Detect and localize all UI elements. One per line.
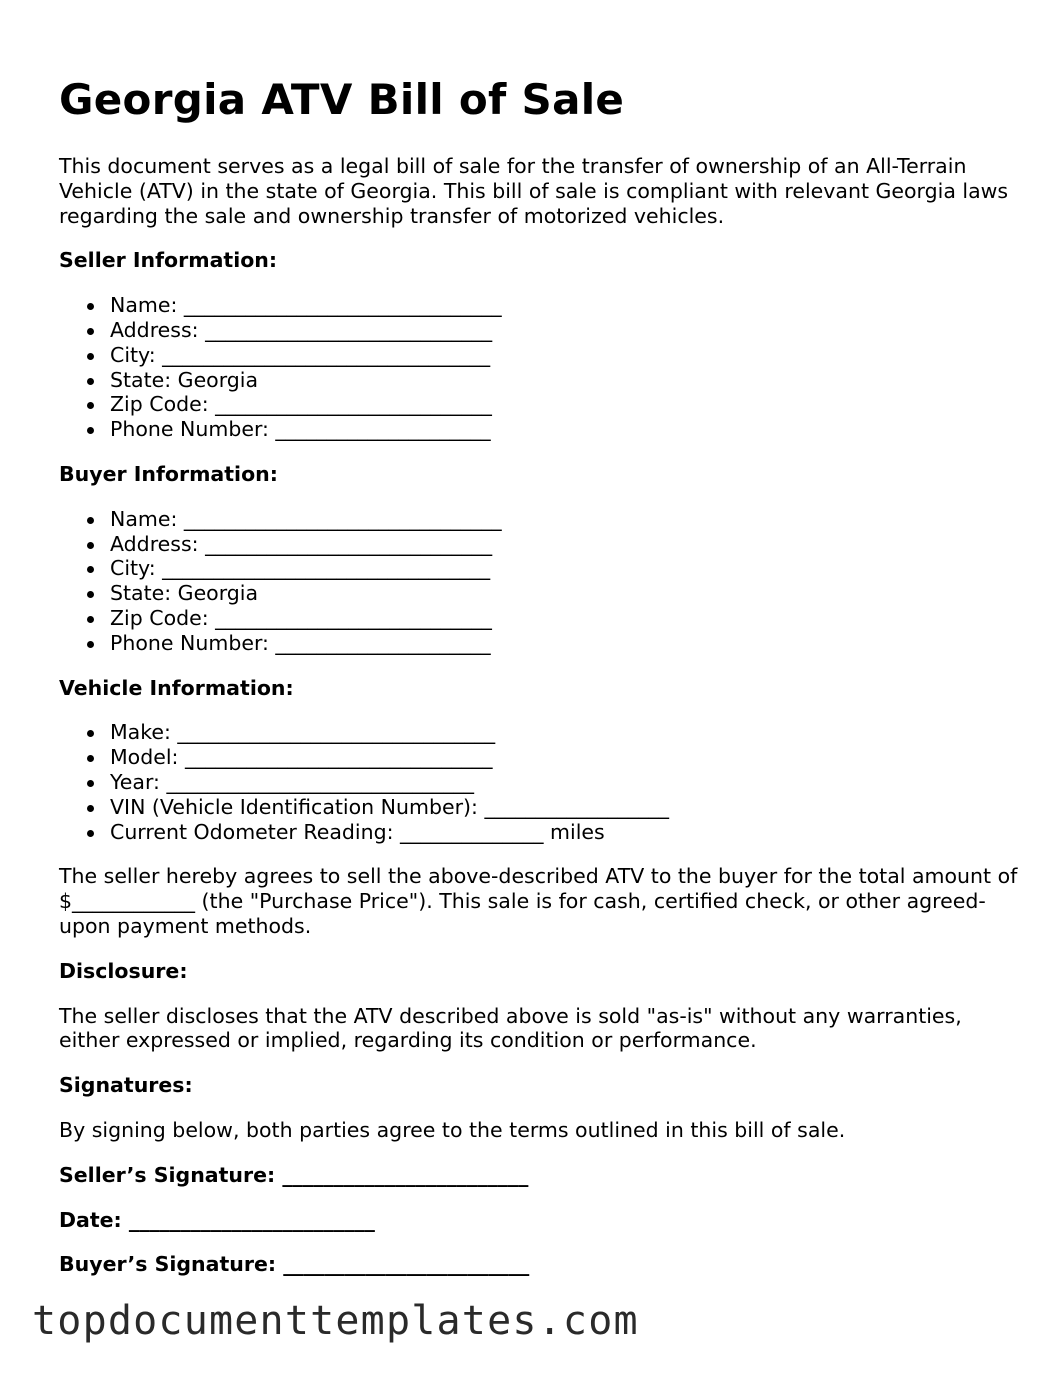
buyer-city-field: City: ________________________________ [110, 556, 1019, 581]
buyer-fields-list [59, 507, 1019, 656]
seller-phone-field: Phone Number: _____________________ [110, 417, 1019, 442]
seller-fields-list [59, 293, 1019, 442]
seller-address-field: Address: ____________________________ [110, 318, 1019, 343]
seller-city-field: City: ________________________________ [110, 343, 1019, 368]
buyer-phone-field: Phone Number: _____________________ [110, 631, 1019, 656]
seller-state-field: State: Georgia [110, 368, 1019, 393]
vehicle-year-field: Year: ______________________________ [110, 770, 1019, 795]
vehicle-heading: Vehicle Information: [59, 675, 294, 700]
buyer-state-field: State: Georgia [110, 581, 1019, 606]
buyer-heading: Buyer Information: [59, 461, 278, 486]
seller-zip-field: Zip Code: ___________________________ [110, 392, 1019, 417]
seller-heading: Seller Information: [59, 248, 278, 273]
signatures-paragraph: By signing below, both parties agree to the terms outlined in this bill of sale. [59, 1117, 846, 1142]
buyer-signature-line: Buyer’s Signature: ________________________ [59, 1252, 530, 1277]
seller-name-field: Name: _______________________________ [110, 293, 1019, 318]
purchase-paragraph: The seller hereby agrees to sell the above-described ATV to the buyer for the total amount of $____________ (the "Purchase Price"). This sale is for cash, certified check, or other agreed-upon payment methods. [59, 864, 1018, 938]
vehicle-vin-field: VIN (Vehicle Identification Number): __________________ [110, 795, 1019, 820]
buyer-name-field: Name: _______________________________ [110, 507, 1019, 532]
signatures-heading: Signatures: [59, 1073, 193, 1098]
vehicle-model-field: Model: ______________________________ [110, 745, 1019, 770]
disclosure-heading: Disclosure: [59, 958, 188, 983]
buyer-address-field: Address: ____________________________ [110, 532, 1019, 557]
date-line: Date: ________________________ [59, 1207, 375, 1232]
vehicle-make-field: Make: _______________________________ [110, 720, 1019, 745]
vehicle-fields-list [59, 720, 1019, 844]
site-watermark: topdocumenttemplates.com [32, 1298, 639, 1344]
vehicle-odometer-field: Current Odometer Reading: ______________ miles [110, 820, 1019, 845]
disclosure-paragraph: The seller discloses that the ATV described above is sold "as-is" without any warranties, either expressed or implied, regarding its condition or performance. [59, 1003, 962, 1053]
document-page [59, 74, 1019, 1277]
buyer-zip-field: Zip Code: ___________________________ [110, 606, 1019, 631]
page-title: Georgia ATV Bill of Sale [59, 75, 625, 124]
seller-signature-line: Seller’s Signature: ________________________ [59, 1162, 529, 1187]
intro-paragraph: This document serves as a legal bill of sale for the transfer of ownership of an All-Terrain Vehicle (ATV) in the state of Georgia. This bill of sale is compliant with relevant Georgia laws regarding the sale and ownership transfer of motorized vehicles. [59, 154, 1009, 228]
